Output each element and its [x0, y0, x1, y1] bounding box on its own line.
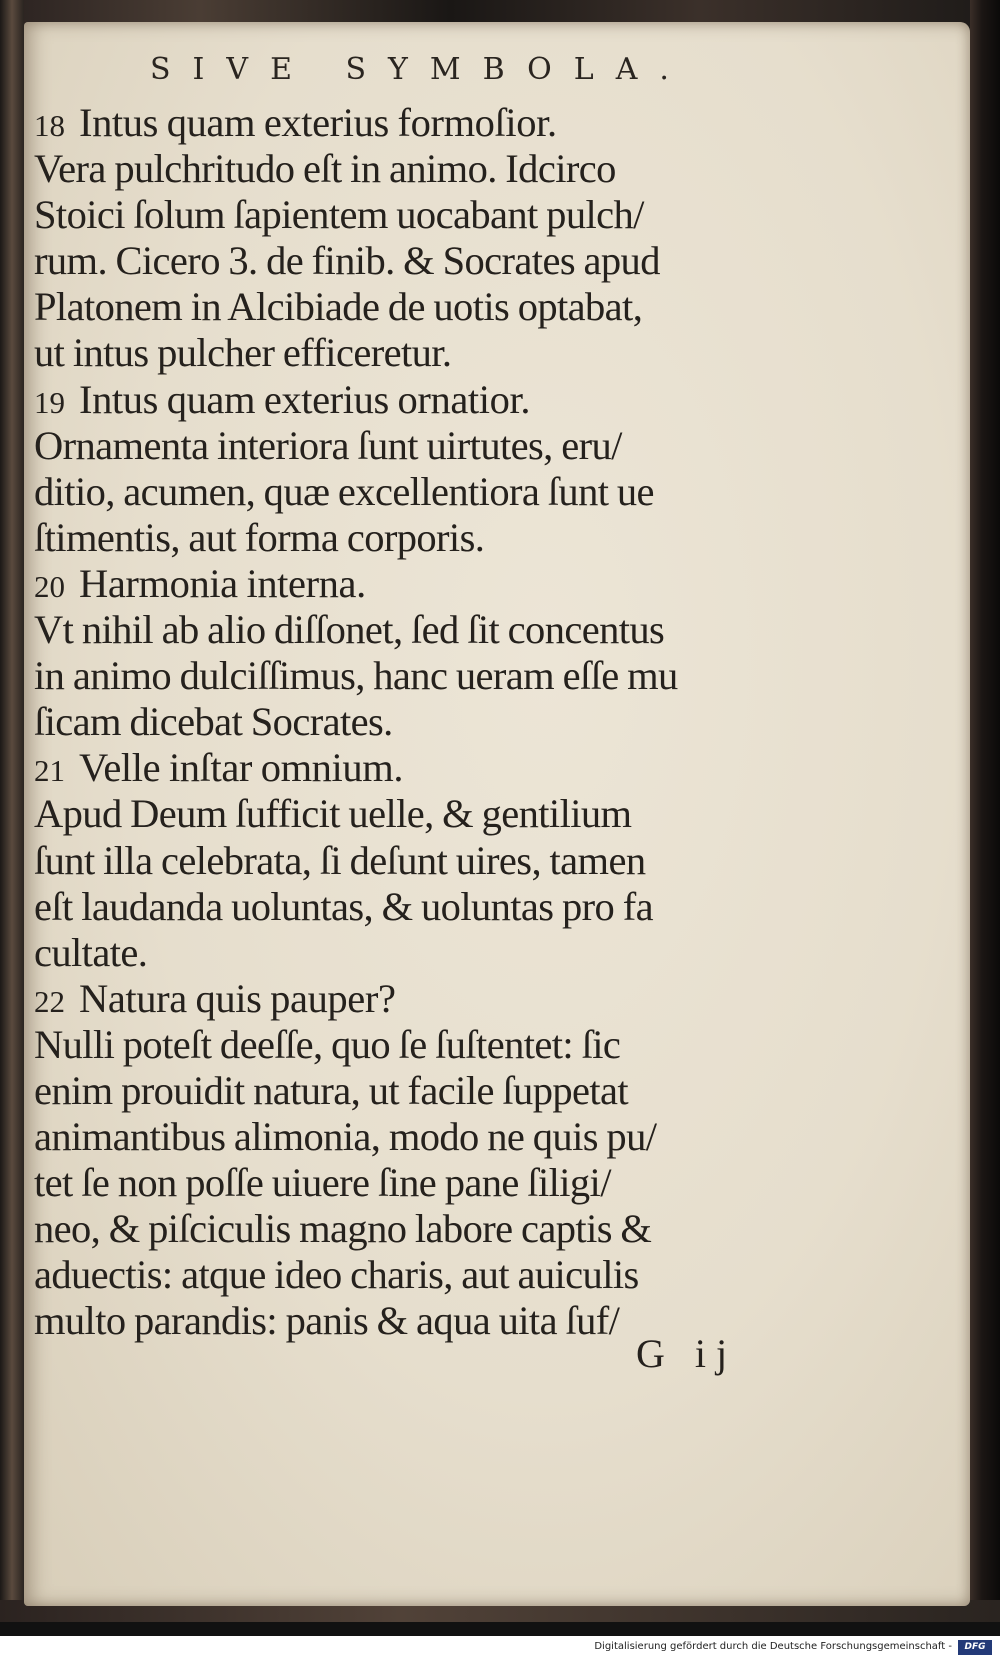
entry-heading-line	[34, 976, 804, 1022]
running-head: SIVE SYMBOLA.	[150, 52, 691, 87]
line-text: multo parandis: panis & aqua uita ſuf/	[34, 1298, 620, 1344]
line-text: ſtimentis, aut forma corporis.	[34, 514, 485, 560]
text-line	[34, 284, 804, 330]
entry-number: 21	[34, 753, 65, 789]
line-text: Apud Deum ſufficit uelle, & gentilium	[34, 791, 632, 837]
line-text: neo, & piſciculis magno labore captis &	[34, 1206, 652, 1252]
text-line	[34, 515, 804, 561]
entry-number: 18	[34, 108, 65, 143]
text-line	[34, 791, 804, 837]
line-text: Nulli poteſt deeſſe, quo ſe ſuſtentet: ſic	[34, 1021, 621, 1067]
line-text: ditio, acumen, quæ excellentiora ſunt ue	[34, 468, 654, 514]
text-line	[34, 884, 804, 930]
text-line	[34, 1022, 804, 1068]
line-text: ut intus pulcher efficeretur.	[34, 330, 452, 376]
text-line	[34, 1252, 804, 1298]
text-line	[34, 607, 804, 653]
text-line	[34, 653, 804, 699]
entry-heading-line	[34, 745, 804, 791]
line-text: Velle inſtar omnium.	[79, 745, 404, 791]
text-line	[34, 1068, 804, 1114]
line-text: Stoici ſolum ſapientem uocabant pulch/	[34, 192, 644, 238]
line-text: in animo dulciſſimus, hanc ueram eſſe mu	[34, 653, 678, 699]
text-line	[34, 330, 804, 376]
line-text: cultate.	[34, 929, 148, 975]
line-text: Intus quam exterius formoſior.	[79, 100, 557, 145]
text-line	[34, 838, 804, 884]
entry-number: 22	[34, 983, 65, 1019]
signature-mark: G ij	[636, 1331, 738, 1376]
text-line	[34, 192, 804, 238]
text-line	[34, 1114, 804, 1160]
text-line	[34, 1206, 804, 1252]
line-text: rum. Cicero 3. de finib. & Socrates apud	[34, 238, 660, 284]
binding-left-edge	[0, 0, 24, 1620]
body-text	[34, 100, 804, 1345]
line-text: Platonem in Alcibiade de uotis optabat,	[34, 284, 643, 330]
entry-number: 19	[34, 384, 65, 420]
line-text: animantibus alimonia, modo ne quis pu/	[34, 1114, 657, 1160]
entry-heading-line	[34, 377, 804, 423]
line-text: Natura quis pauper?	[79, 975, 396, 1021]
line-text: Harmonia interna.	[79, 560, 366, 606]
line-text: aduectis: atque ideo charis, aut auiculis	[34, 1252, 639, 1298]
line-text: eſt laudanda uoluntas, & uoluntas pro fa	[34, 883, 653, 929]
text-line	[34, 146, 804, 192]
line-text: Intus quam exterius ornatior.	[79, 376, 531, 422]
line-text: tet ſe non poſſe uiuere ſine pane ſiligi/	[34, 1160, 611, 1206]
digitization-credit: Digitalisierung gefördert durch die Deutsche Forschungsgemeinschaft -	[594, 1641, 952, 1652]
line-text: ſunt illa celebrata, ſi deſunt uires, tamen	[34, 837, 646, 883]
entry-heading-line	[34, 100, 804, 146]
line-text: Ornamenta interiora ſunt uirtutes, eru/	[34, 422, 622, 468]
text-line	[34, 1160, 804, 1206]
text-line	[34, 699, 804, 745]
text-line	[34, 930, 804, 976]
entry-heading-line	[34, 561, 804, 607]
text-line	[34, 469, 804, 515]
dfg-logo: DFG	[958, 1640, 992, 1655]
text-line	[34, 238, 804, 284]
line-text: enim prouidit natura, ut facile ſuppetat	[34, 1067, 629, 1113]
entry-number: 20	[34, 568, 65, 604]
line-text: Vt nihil ab alio diſſonet, ſed ſit concentus	[34, 607, 665, 653]
line-text: ſicam dicebat Socrates.	[34, 699, 393, 745]
text-line	[34, 423, 804, 469]
binding-right-edge	[970, 0, 1000, 1620]
line-text: Vera pulchritudo eſt in animo. Idcirco	[34, 146, 616, 192]
